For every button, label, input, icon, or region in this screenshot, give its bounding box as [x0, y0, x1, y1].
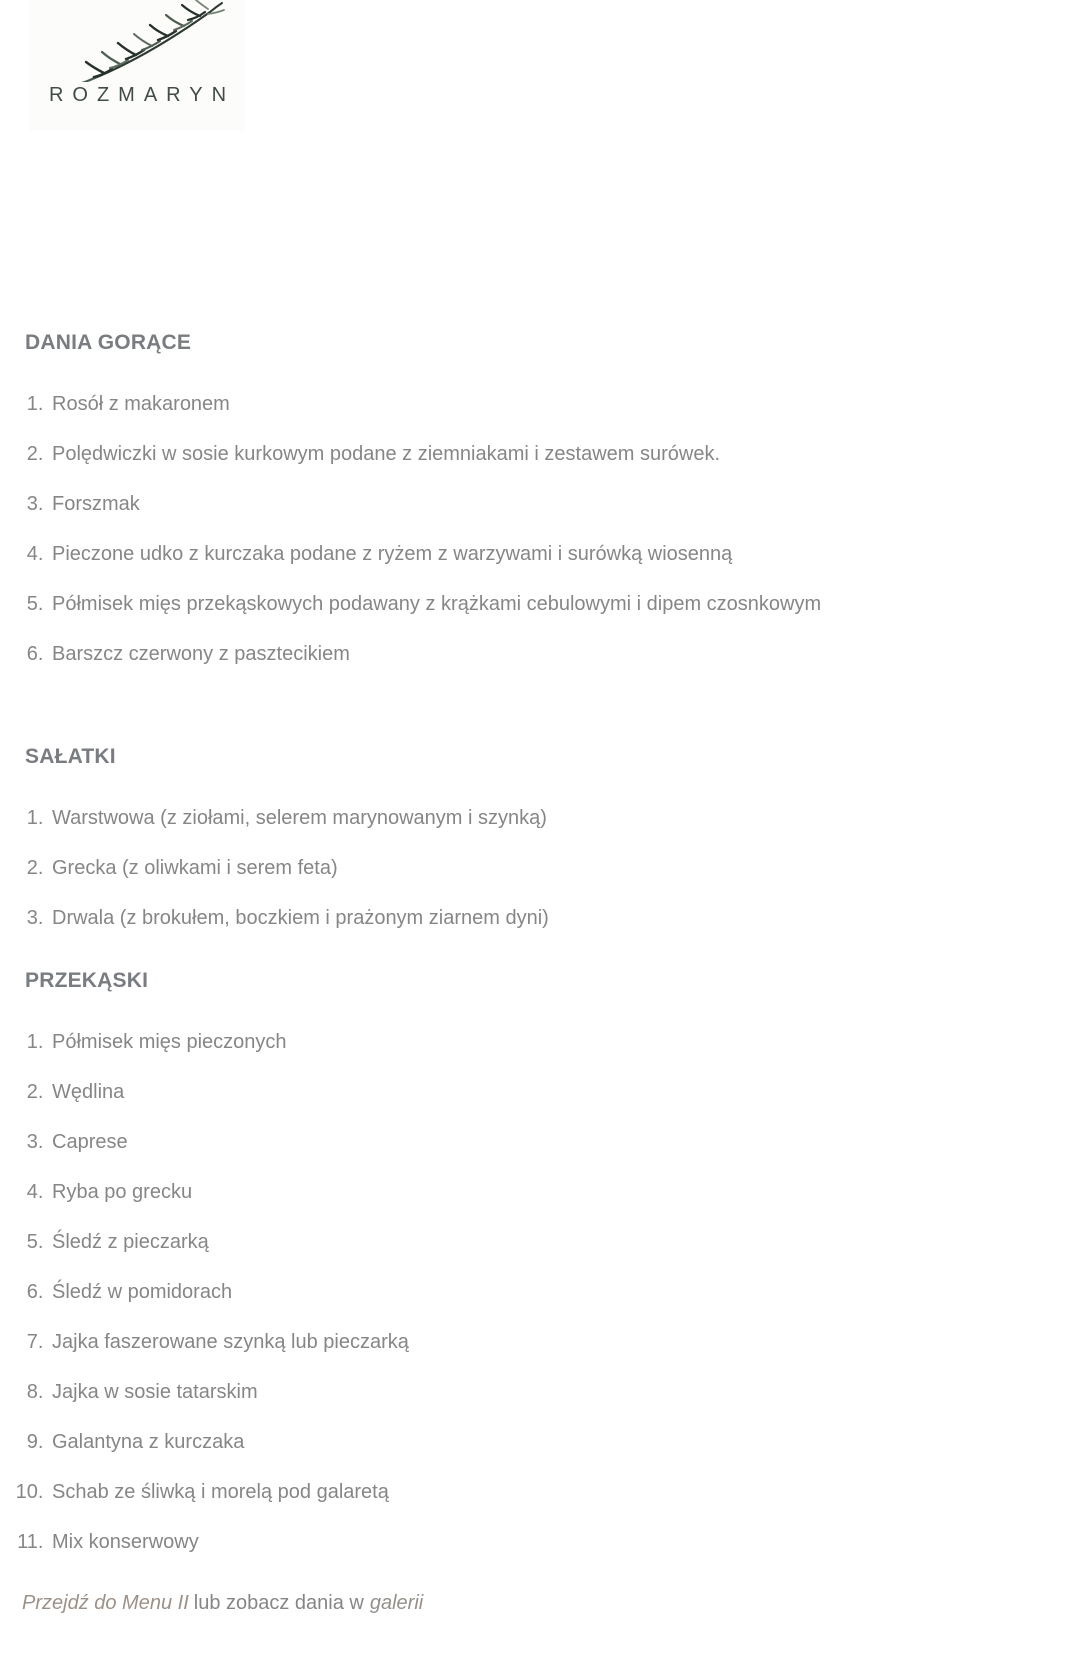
brand-name: ROZMARYN [48, 84, 236, 106]
dish-item: 5. Śledź z pieczarką [49, 1232, 1081, 1252]
dish-item: 10. Schab ze śliwką i morelą pod galaretą [49, 1482, 1081, 1502]
dish-item: 9. Galantyna z kurczaka [49, 1432, 1081, 1452]
dish-list-dania-gorace [0, 394, 1081, 664]
section-title-dania-gorace: DANIA GORĄCE [25, 331, 192, 354]
footer-separator-text: lub zobacz dania w [193, 1592, 364, 1614]
section-title-przekaski: PRZEKĄSKI [25, 969, 149, 992]
dish-item: 3. Caprese [49, 1132, 1081, 1152]
footer-links-line [22, 1592, 1081, 1675]
section-title-salatki: SAŁATKI [25, 745, 116, 768]
dish-item: 8. Jajka w sosie tatarskim [49, 1382, 1081, 1402]
dish-item: 3. Drwala (z brokułem, boczkiem i prażonym ziarnem dyni) [49, 908, 1081, 928]
dish-item: 2. Wędlina [49, 1082, 1081, 1102]
dish-item: 7. Jajka faszerowane szynką lub pieczarką [49, 1332, 1081, 1352]
menu-content [0, 330, 1081, 1675]
dish-item: 1. Rosół z makaronem [49, 394, 1081, 414]
dish-item: 4. Pieczone udko z kurczaka podane z ryżem z warzywami i surówką wiosenną [49, 544, 1081, 564]
dish-list-salatki [0, 808, 1081, 928]
site-logo[interactable] [30, 0, 245, 131]
dish-item: 3. Forszmak [49, 494, 1081, 514]
dish-item: 11. Mix konserwowy [49, 1532, 1081, 1552]
dish-item: 2. Polędwiczki w sosie kurkowym podane z ziemniakami i zestawem surówek. [49, 444, 1081, 464]
gallery-link[interactable]: galerii [369, 1592, 424, 1614]
dish-item: 6. Barszcz czerwony z pasztecikiem [49, 644, 1081, 664]
dish-item: 5. Półmisek mięs przekąskowych podawany z krążkami cebulowymi i dipem czosnkowym [49, 594, 1081, 614]
dish-item: 4. Ryba po grecku [49, 1182, 1081, 1202]
dish-item: 6. Śledź w pomidorach [49, 1282, 1081, 1302]
dish-item: 1. Warstwowa (z ziołami, selerem marynowanym i szynką) [49, 808, 1081, 828]
dish-list-przekaski [0, 1032, 1081, 1552]
dish-item: 1. Półmisek mięs pieczonych [49, 1032, 1081, 1052]
menu2-link[interactable]: Przejdź do Menu II [22, 1592, 189, 1614]
dish-item: 2. Grecka (z oliwkami i serem feta) [49, 858, 1081, 878]
